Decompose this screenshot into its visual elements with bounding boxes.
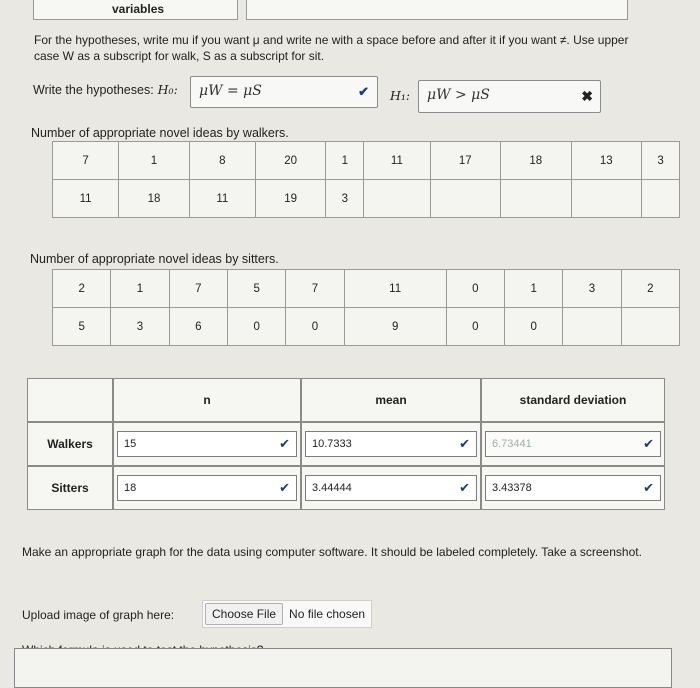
table-cell: 2 <box>621 270 679 308</box>
header-mean: mean <box>301 378 481 422</box>
hypothesis-instructions: For the hypotheses, write mu if you want μ and write ne with a space before and after it if you want ≠. Use upper case W as a subscript for walk, S as a subscript for sit. <box>34 33 629 63</box>
table-cell: 0 <box>446 308 504 346</box>
table-cell: 3 <box>563 270 621 308</box>
header-standard-deviation: standard deviation <box>481 378 665 422</box>
file-upload <box>202 600 372 628</box>
row-label-walkers: Walkers <box>27 422 113 466</box>
table-cell: 20 <box>255 142 326 180</box>
walkers-mean-cell <box>301 422 481 466</box>
table-cell: 7 <box>286 270 344 308</box>
table-cell <box>621 308 679 346</box>
table-cell: 6 <box>169 308 227 346</box>
table-row <box>53 180 680 218</box>
sitters-mean-value: 3.44444 <box>312 482 352 494</box>
table-cell: 11 <box>53 180 119 218</box>
header-n: n <box>113 378 301 422</box>
sitters-data-table <box>52 269 680 346</box>
h1-value: μW > μS <box>427 87 490 103</box>
check-icon: ✔ <box>643 436 654 451</box>
sitters-sd-input[interactable] <box>485 475 661 501</box>
check-icon: ✔ <box>459 480 470 495</box>
table-cell: 1 <box>119 142 190 180</box>
h0-input[interactable] <box>190 76 378 108</box>
table-row <box>53 308 680 346</box>
walkers-data-label: Number of appropriate novel ideas by walkers. <box>31 126 289 140</box>
check-icon: ✔ <box>643 480 654 495</box>
table-cell: 18 <box>501 142 572 180</box>
file-status: No file chosen <box>289 607 366 621</box>
row-label-sitters: Sitters <box>27 466 113 510</box>
table-cell <box>563 308 621 346</box>
table-cell: 3 <box>111 308 169 346</box>
h0-prefix: H₀: <box>157 82 178 97</box>
check-icon: ✔ <box>279 436 290 451</box>
table-cell: 7 <box>53 142 119 180</box>
walkers-mean-input[interactable] <box>305 431 477 457</box>
table-cell: 0 <box>286 308 344 346</box>
table-row <box>53 142 680 180</box>
table-cell: 17 <box>430 142 501 180</box>
hypotheses-text: Write the hypotheses: <box>33 83 154 97</box>
walkers-sd-input[interactable] <box>485 431 661 457</box>
walkers-mean-value: 10.7333 <box>312 438 352 450</box>
table-cell: 8 <box>189 142 255 180</box>
table-row <box>27 422 665 466</box>
sitters-mean-input[interactable] <box>305 475 477 501</box>
table-row <box>27 466 665 510</box>
table-cell: 1 <box>504 270 562 308</box>
corner-cell <box>27 378 113 422</box>
h1-prefix <box>390 88 410 103</box>
top-cell-right[interactable] <box>246 0 628 20</box>
table-cell: 5 <box>227 270 285 308</box>
table-cell: 11 <box>364 142 430 180</box>
h1-prefix-text: H₁: <box>390 88 411 103</box>
hypotheses-label <box>33 82 178 97</box>
table-cell: 19 <box>255 180 326 218</box>
table-cell: 11 <box>189 180 255 218</box>
sitters-mean-cell <box>301 466 481 510</box>
h1-input[interactable] <box>418 80 601 113</box>
table-cell: 18 <box>119 180 190 218</box>
table-cell: 3 <box>326 180 364 218</box>
formula-select[interactable] <box>14 648 672 688</box>
table-cell: 5 <box>53 308 111 346</box>
walkers-n-cell <box>113 422 301 466</box>
upload-label: Upload image of graph here: <box>22 608 175 622</box>
table-cell <box>501 180 572 218</box>
choose-file-button[interactable]: Choose File <box>205 603 283 625</box>
table-cell: 0 <box>504 308 562 346</box>
h1-x-icon: ✖ <box>581 89 593 105</box>
h0-value: μW = μS <box>199 83 262 99</box>
table-cell: 9 <box>344 308 446 346</box>
walkers-n-input[interactable] <box>117 431 297 457</box>
check-icon: ✔ <box>459 436 470 451</box>
sitters-sd-value: 3.43378 <box>492 482 532 494</box>
table-cell: 11 <box>344 270 446 308</box>
variables-label: variables <box>112 2 165 16</box>
table-row <box>27 378 665 422</box>
table-cell: 0 <box>446 270 504 308</box>
table-cell <box>571 180 642 218</box>
table-cell: 7 <box>169 270 227 308</box>
table-cell: 1 <box>111 270 169 308</box>
table-cell <box>430 180 501 218</box>
walkers-data-table <box>52 141 680 218</box>
sitters-n-value: 18 <box>124 482 137 494</box>
table-cell: 13 <box>571 142 642 180</box>
graph-prompt: Make an appropriate graph for the data using computer software. It should be labeled completely. Take a screenshot. <box>22 545 642 559</box>
summary-stats-table <box>27 378 665 510</box>
table-cell <box>364 180 430 218</box>
walkers-n-value: 15 <box>124 438 137 450</box>
table-cell: 3 <box>642 142 680 180</box>
table-cell <box>642 180 680 218</box>
sitters-n-cell <box>113 466 301 510</box>
check-icon: ✔ <box>279 480 290 495</box>
walkers-sd-value: 6.73441 <box>492 438 532 450</box>
walkers-sd-cell <box>481 422 665 466</box>
sitters-data-label: Number of appropriate novel ideas by sitters. <box>30 252 279 266</box>
table-row <box>53 270 680 308</box>
sitters-n-input[interactable] <box>117 475 297 501</box>
sitters-sd-cell <box>481 466 665 510</box>
table-cell: 0 <box>227 308 285 346</box>
table-cell: 2 <box>53 270 111 308</box>
h0-check-icon: ✔ <box>358 85 369 100</box>
table-cell: 1 <box>326 142 364 180</box>
